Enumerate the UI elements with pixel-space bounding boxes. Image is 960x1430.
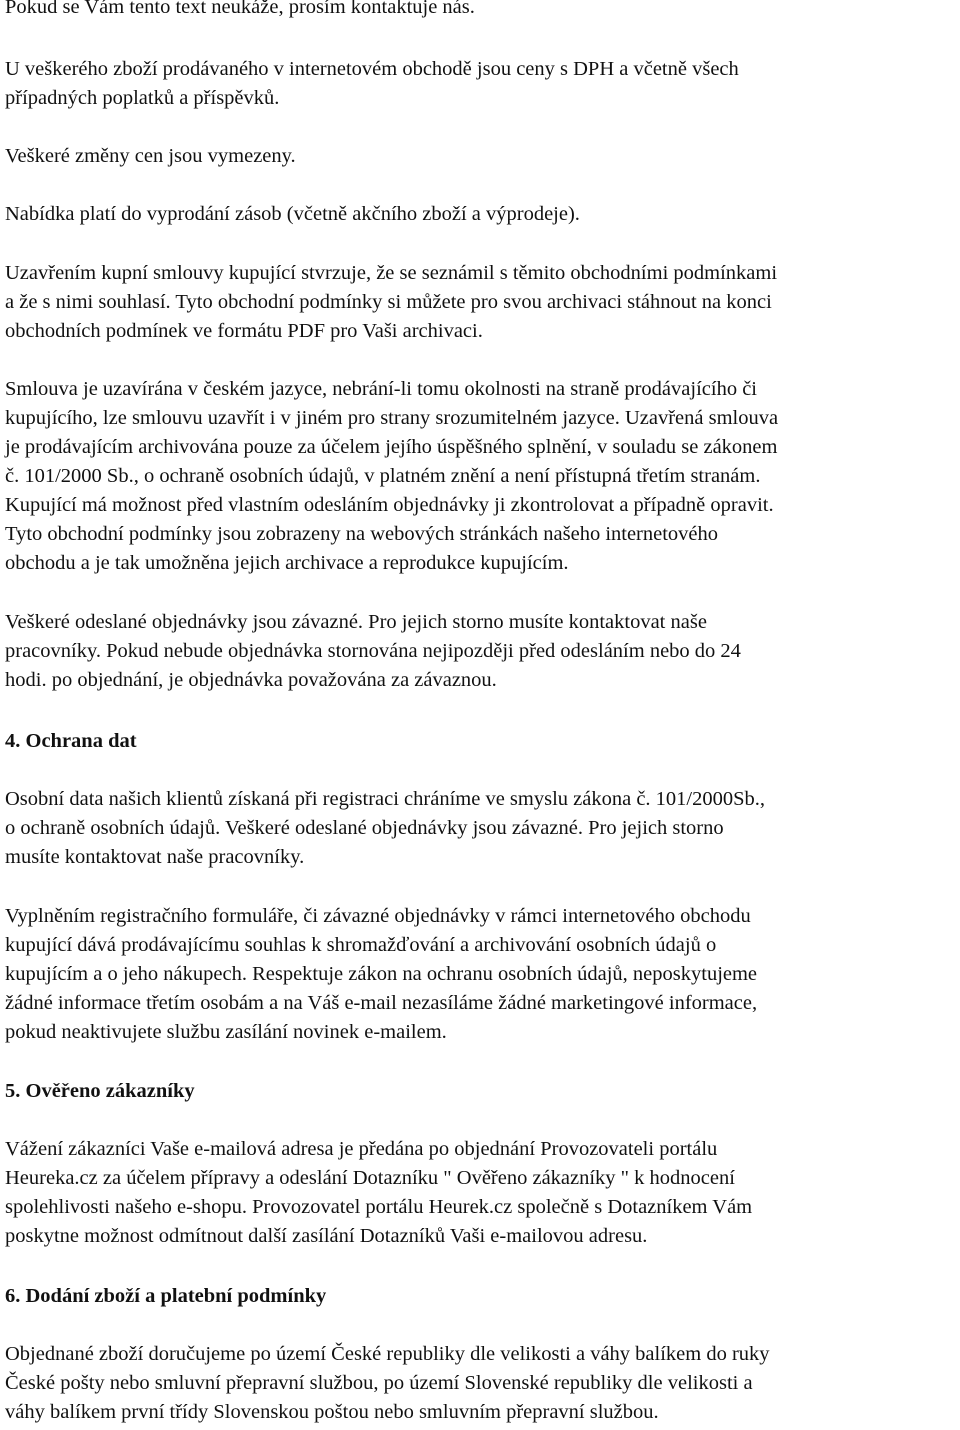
paragraph-heureka: [5, 1135, 752, 1251]
paragraph-contract: [5, 259, 777, 346]
paragraph-prices: [5, 55, 739, 113]
text-line: Veškeré změny cen jsou vymezeny.: [5, 145, 296, 167]
text-line: Smlouva je uzavírána v českém jazyce, nebrání-li tomu okolnosti na straně prodávajícího či: [5, 378, 757, 400]
paragraph-registration: [5, 902, 757, 1047]
paragraph-language: [5, 375, 778, 578]
text-line: je prodávajícím archivována pouze za účelem jejího úspěšného splnění, v souladu se zákonem: [5, 436, 778, 458]
text-line: Veškeré odeslané objednávky jsou závazné. Pro jejich storno musíte kontaktovat naše: [5, 611, 707, 633]
text-line: pokud neaktivujete službu zasílání novinek e-mailem.: [5, 1021, 447, 1043]
text-line: Uzavřením kupní smlouvy kupující stvrzuje, že se seznámil s těmito obchodními podmínkami: [5, 262, 778, 284]
text-line: Vyplněním registračního formuláře, či závazné objednávky v rámci internetového obchodu: [5, 905, 751, 927]
section-heading-delivery: 6. Dodání zboží a platební podmínky: [5, 1285, 327, 1307]
paragraph-orders: [5, 608, 741, 695]
section-heading-data-protection: 4. Ochrana dat: [5, 730, 137, 752]
text-line: Kupující má možnost před vlastním odesláním objednávky ji zkontrolovat a případně opravit.: [5, 494, 774, 516]
text-line: Pokud se Vám tento text neukáže, prosím kontaktuje nás.: [5, 0, 475, 18]
text-line: obchodu a je tak umožněna jejich archivace a reprodukce kupujícím.: [5, 552, 569, 574]
text-line: případných poplatků a příspěvků.: [5, 87, 280, 109]
text-line: váhy balíkem první třídy Slovenskou poštou nebo smluvním přepravní službou.: [5, 1401, 659, 1423]
text-line: kupující dává prodávajícímu souhlas k shromažďování a archivování osobních údajů o: [5, 934, 717, 956]
text-line: a že s nimi souhlasí. Tyto obchodní podmínky si můžete pro svou archivaci stáhnout na konci: [5, 291, 772, 313]
text-line: č. 101/2000 Sb., o ochraně osobních údajů, v platném znění a není přístupná třetím stranám.: [5, 465, 761, 487]
text-line: Vážení zákazníci Vaše e-mailová adresa je předána po objednání Provozovateli portálu: [5, 1138, 718, 1160]
paragraph-personal-data: [5, 785, 765, 872]
text-line: Nabídka platí do vyprodání zásob (včetně akčního zboží a výprodeje).: [5, 203, 580, 225]
text-line: o ochraně osobních údajů. Veškeré odeslané objednávky jsou závazné. Pro jejich storno: [5, 817, 724, 839]
text-line: musíte kontaktovat naše pracovníky.: [5, 846, 305, 868]
text-line: pracovníky. Pokud nebude objednávka stornována nejipozději před odesláním nebo do 24: [5, 640, 741, 662]
text-line: U veškerého zboží prodávaného v internetovém obchodě jsou ceny s DPH a včetně všech: [5, 58, 739, 80]
text-line: Osobní data našich klientů získaná při registraci chráníme ve smyslu zákona č. 101/2000Sb.,: [5, 788, 766, 810]
paragraph-offer: [5, 200, 580, 229]
section-heading-verified: 5. Ověřeno zákazníky: [5, 1080, 195, 1102]
text-line: poskytne možnost odmítnout další zasílání Dotazníků Vaši e-mailovou adresu.: [5, 1225, 648, 1247]
text-line: Objednané zboží doručujeme po území České republiky dle velikosti a váhy balíkem do ruky: [5, 1343, 770, 1365]
text-line: Heureka.cz za účelem přípravy a odeslání Dotazníku " Ověřeno zákazníky " k hodnocení: [5, 1167, 735, 1189]
text-line: kupujícím a o jeho nákupech. Respektuje zákon na ochranu osobních údajů, neposkytujeme: [5, 963, 758, 985]
text-line: České pošty nebo smluvní přepravní službou, po území Slovenské republiky dle velikosti a: [5, 1372, 753, 1394]
paragraph-price-changes: [5, 142, 296, 171]
text-line: Tyto obchodní podmínky jsou zobrazeny na webových stránkách našeho internetového: [5, 523, 719, 545]
paragraph-delivery: [5, 1340, 770, 1427]
text-line: žádné informace třetím osobám a na Váš e-mail nezasíláme žádné marketingové informace,: [5, 992, 758, 1014]
text-line: obchodních podmínek ve formátu PDF pro Vaši archivaci.: [5, 320, 483, 342]
paragraph-contact: [5, 0, 475, 22]
text-line: hodi. po objednání, je objednávka považována za závaznou.: [5, 669, 497, 691]
text-line: kupujícího, lze smlouvu uzavřít i v jiném pro strany srozumitelném jazyce. Uzavřená smlouva: [5, 407, 779, 429]
text-line: spolehlivosti našeho e-shopu. Provozovatel portálu Heurek.cz společně s Dotazníkem Vám: [5, 1196, 753, 1218]
